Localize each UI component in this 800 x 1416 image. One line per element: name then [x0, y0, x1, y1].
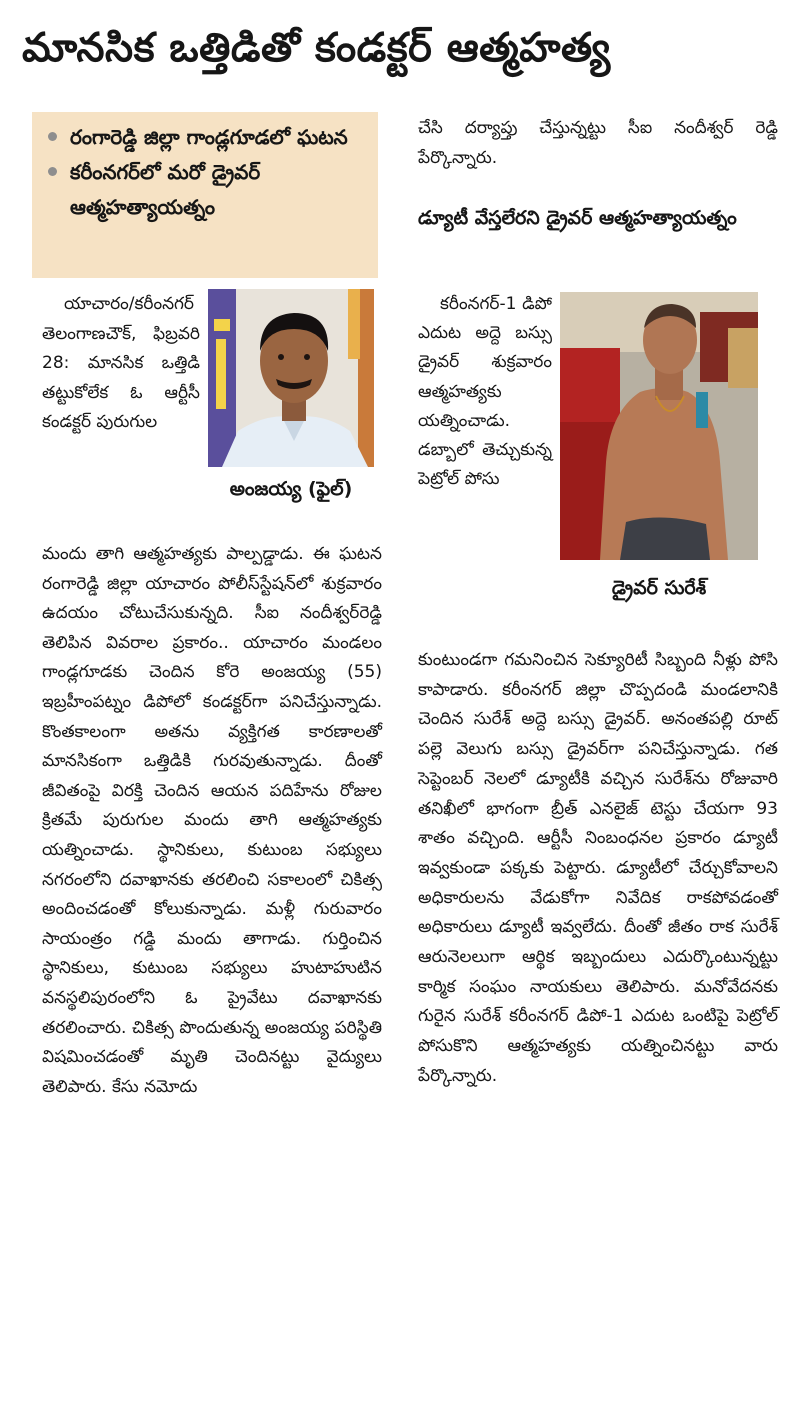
story1-body-paragraph: మందు తాగి ఆత్మహత్యకు పాల్పడ్డాడు. ఈ ఘటన రంగారెడ్డి జిల్లా యాచారం పోలీస్‌స్టేషన్‌లో శుక్రవారం ఉదయం చోటుచేసుకున్నది. సీఐ నందీశ్వర్‌రెడ్డి తెలిపిన వివరాల ప్రకారం.. యాచారం మండలం గాండ్లగూడకు చెందిన కోరె అంజయ్య (55) ఇబ్రహీంపట్నం డిపోలో కండక్టర్‌గా పనిచేస్తున్నాడు. కొంతకాలంగా అతను వ్యక్తిగత కారణాలతో మానసికంగా ఒత్తిడికి గురవుతున్నాడు. దీంతో జీవితంపై విరక్తి చెందిన ఆయన పదిహేను రోజుల క్రితమే పురుగుల మందు తాగి ఆత్మహత్యకు యత్నించాడు. స్థానికులు, కుటుంబ సభ్యులు నగరంలోని దవాఖానకు తరలించి సకాలంలో చికిత్స అందించడంతో కోలుకున్నాడు. మళ్లీ గురువారం సాయంత్రం గడ్డి మందు తాగాడు. గుర్తించిన స్థానికులు, కుటుంబ సభ్యులు హుటాహుటిన వనస్థలిపురంలోని ఓ ప్రైవేటు దవాఖానకు తరలించారు. చికిత్స పొందుతున్న అంజయ్య పరిస్థితి విషమించడంతో మృతి చెందినట్టు వైద్యులు తెలిపారు. కేసు నమోదు	[42, 544, 382, 1097]
highlight-item	[46, 155, 370, 225]
story1-continuation-text: చేసి దర్యాప్తు చేస్తున్నట్టు సీఐ నందీశ్వర్ రెడ్డి పేర్కొన్నారు.	[418, 118, 778, 168]
story1-body	[42, 540, 382, 1102]
bullet-dot-icon	[48, 167, 57, 176]
suresh-photo-caption: డ్రైవర్ సురేశ్	[611, 577, 707, 599]
bullet-dot-icon	[48, 132, 57, 141]
story2-body	[418, 646, 778, 1092]
highlight-item	[46, 120, 370, 155]
anjaiah-photo	[208, 289, 374, 467]
headline: మానసిక ఒత్తిడితో కండక్టర్ ఆత్మహత్య	[22, 25, 611, 71]
highlight-text: కరీంనగర్‌లో మరో డ్రైవర్ ఆత్మహత్యాయత్నం	[70, 160, 261, 219]
story2-body-paragraph: కుంటుండగా గమనించిన సెక్యూరిటీ సిబ్బంది నీళ్లు పోసి కాపాడారు. కరీంనగర్ జిల్లా చొప్పదండి మండలానికి చెందిన సురేశ్ అద్దె బస్సు డ్రైవర్. అనంతపల్లి రూట్ పల్లె వెలుగు బస్సు డ్రైవర్‌గా పనిచేస్తున్నాడు. గత సెప్టెంబర్ నెలలో డ్యూటీకి వచ్చిన సురేశ్‌ను రోజువారి తనిఖీలో భాగంగా బ్రీత్ ఎనలైజ్ టెస్టు చేయగా 93 శాతం వచ్చింది. ఆర్టీసీ నింబంధనల ప్రకారం డ్యూటీ ఇవ్వకుండా పక్కకు పెట్టారు. డ్యూటీలో చేర్చుకోవాలని అధికారులను వేడుకోగా నివేదిక రాకపోవడంతో అధికారులు డ్యూటీ ఇవ్వలేదు. దీంతో జీతం రాక సురేశ్ ఆరునెలలుగా ఆర్థిక ఇబ్బందులు ఎదుర్కొంటున్నట్టు కార్మిక సంఘం నాయకులు తెలిపారు. మనోవేదనకు గురైన సురేశ్ కరీంనగర్ డిపో-1 ఎదుట ఒంటిపై పెట్రోల్ పోసుకొని ఆత్మహత్యకు యత్నించినట్టు వారు పేర్కొన్నారు.	[418, 650, 778, 1086]
story1-dateline-paragraph	[42, 290, 200, 438]
highlight-text: రంగారెడ్డి జిల్లా గాండ్లగూడలో ఘటన	[70, 125, 348, 149]
story1-continuation	[418, 114, 778, 173]
suresh-photo	[560, 292, 758, 560]
anjaiah-photo-caption: అంజయ్య (ఫైల్)	[229, 478, 353, 500]
story1-dateline-text: యాచారం/కరీంనగర్ తెలంగాణచౌక్, ఫిబ్రవరి 28: మానసిక ఒత్తిడి తట్టుకోలేక ఓ ఆర్టీసీ కండక్టర్ పురుగుల	[42, 294, 200, 432]
story2-lead-text: కరీంనగర్-1 డిపో ఎదుట అద్దె బస్సు డ్రైవర్ శుక్రవారం ఆత్మహత్యకు యత్నించాడు. డబ్బాలో తెచ్చుకున్న పెట్రోల్ పోసు	[418, 294, 552, 490]
portrait-shirtless-man-icon	[560, 292, 758, 560]
highlight-box	[32, 112, 378, 278]
portrait-man-icon	[208, 289, 374, 467]
story2-subheading: డ్యూటీ వేస్తలేరని డ్రైవర్ ఆత్మహత్యాయత్నం	[418, 207, 737, 229]
story2-lead-paragraph	[418, 290, 552, 494]
